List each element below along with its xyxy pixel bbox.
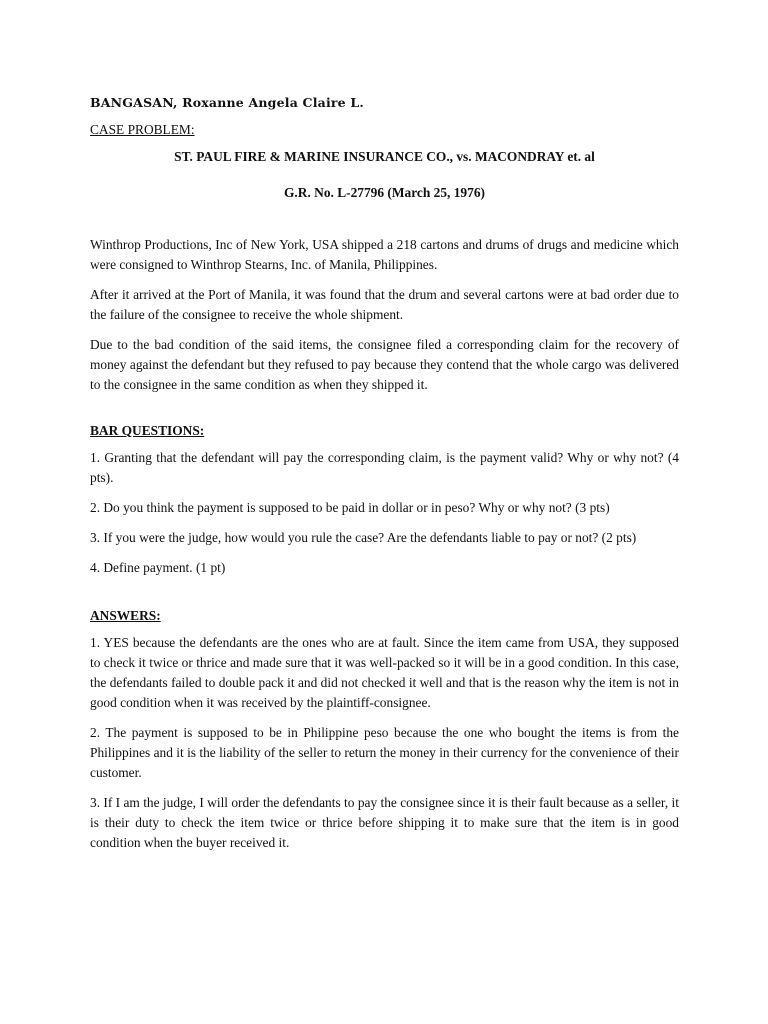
facts-paragraph: Winthrop Productions, Inc of New York, USA shipped a 218 cartons and drums of drugs and medicine which were consigned to Winthrop Stearns, Inc. of Manila, Philippines.	[90, 237, 679, 272]
case-number: G.R. No. L-27796 (March 25, 1976)	[284, 185, 485, 200]
case-problem-heading: CASE PROBLEM:	[90, 122, 195, 137]
bar-question: 1. Granting that the defendant will pay the corresponding claim, is the payment valid? Why or why not? (4 pts).	[90, 450, 679, 485]
author-name: BANGASAN, Roxanne Angela Claire L.	[90, 95, 364, 110]
facts-paragraph: After it arrived at the Port of Manila, it was found that the drum and several cartons were at bad order due to the failure of the consignee to receive the whole shipment.	[90, 287, 679, 322]
answers-heading: ANSWERS:	[90, 608, 161, 623]
case-title: ST. PAUL FIRE & MARINE INSURANCE CO., vs. MACONDRAY et. al	[174, 149, 595, 164]
bar-questions-heading: BAR QUESTIONS:	[90, 423, 205, 438]
answer-paragraph: 1. YES because the defendants are the ones who are at fault. Since the item came from USA, they supposed to check it twice or thrice and made sure that it was well-packed so it will be in a good condition. In this case, the defendants failed to double pack it and did not checked it well and that is the reason why the item is not in good condition when it was received by the plaintiff-consignee.	[90, 635, 679, 710]
bar-question: 3. If you were the judge, how would you rule the case? Are the defendants liable to pay or not? (2 pts)	[90, 530, 637, 545]
answer-paragraph: 3. If I am the judge, I will order the defendants to pay the consignee since it is their fault because as a seller, it is their duty to check the item twice or thrice before shipping it to make sure that the item is in good condition when the buyer received it.	[90, 795, 679, 850]
facts-paragraph: Due to the bad condition of the said items, the consignee filed a corresponding claim for the recovery of money against the defendant but they refused to pay because they contend that the whole cargo was delivered to the consignee in the same condition as when they shipped it.	[90, 337, 679, 392]
bar-question: 2. Do you think the payment is supposed to be paid in dollar or in peso? Why or why not? (3 pts)	[90, 500, 610, 515]
bar-question: 4. Define payment. (1 pt)	[90, 560, 226, 575]
answer-paragraph: 2. The payment is supposed to be in Philippine peso because the one who bought the items is from the Philippines and it is the liability of the seller to return the money in their currency for the convenience of their customer.	[90, 725, 680, 780]
